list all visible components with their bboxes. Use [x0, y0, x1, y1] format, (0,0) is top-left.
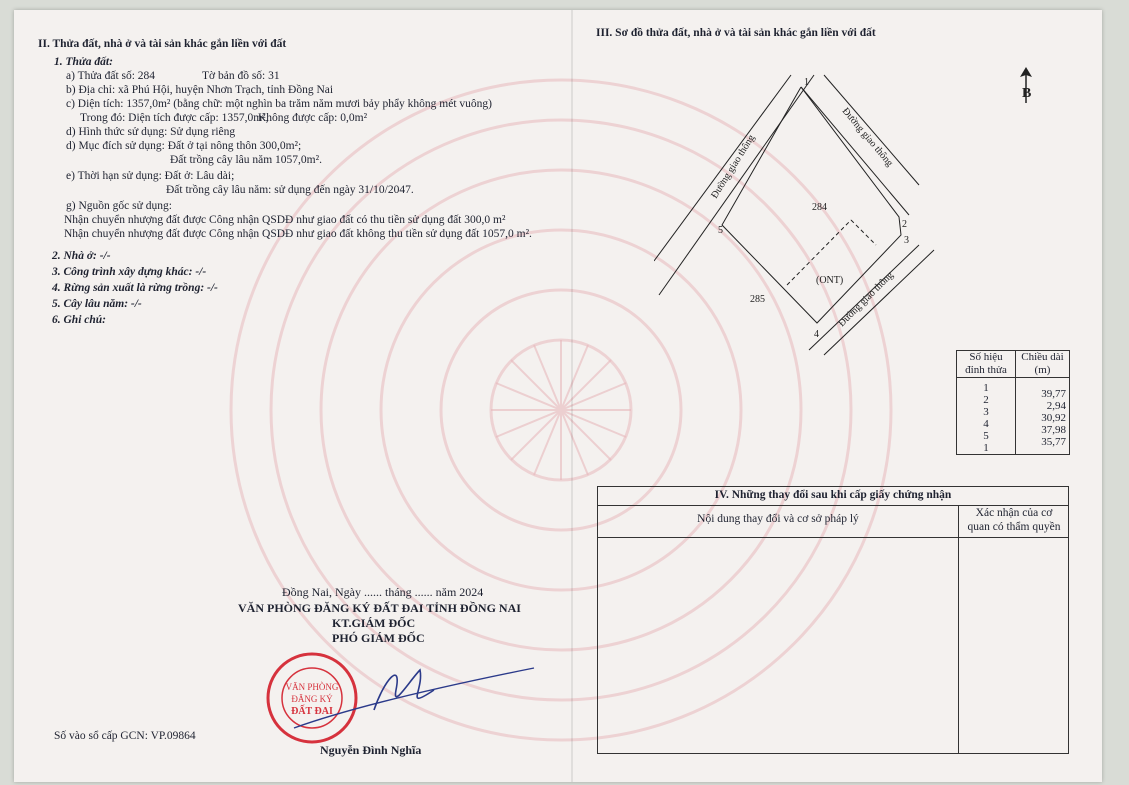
svg-text:B: B — [1022, 86, 1032, 101]
parcel-diagram — [654, 65, 1094, 365]
road-label-bottom: Đường giao thông — [836, 269, 896, 330]
signer-name: Nguyễn Đình Nghĩa — [320, 743, 422, 757]
ont-label: (ONT) — [816, 275, 844, 286]
usage-purpose-line: d) Mục đích sử dụng: Đất ở tại nông thôn 300,0m²; — [66, 140, 302, 152]
origin-detail-1: Nhận chuyển nhượng đất được Công nhận QSDĐ như giao đất có thu tiền sử dụng đất 300,0 m² — [64, 214, 506, 226]
land-parcel-subheading: 1. Thửa đất: — [54, 56, 113, 68]
usage-form-line: d) Hình thức sử dụng: Sử dụng riêng — [66, 126, 236, 138]
issuing-office: VĂN PHÒNG ĐĂNG KÝ ĐẤT ĐAI TỈNH ĐỒNG NAI — [238, 601, 521, 615]
road-label-right: Đường giao thông — [839, 105, 896, 169]
area-not-granted-line: Không được cấp: 0,0m² — [258, 112, 368, 124]
parcel-285-label: 285 — [750, 294, 765, 305]
svg-text:ĐẤT ĐAI: ĐẤT ĐAI — [291, 706, 333, 717]
north-arrow-icon — [1014, 65, 1044, 105]
changes-col-confirm-2: quan có thẩm quyền — [967, 521, 1061, 533]
changes-col-content: Nội dung thay đổi và cơ sở pháp lý — [697, 513, 859, 525]
changes-col-confirm-1: Xác nhận của cơ — [975, 507, 1053, 519]
address-line: b) Địa chỉ: xã Phú Hội, huyện Nhơn Trạch, tỉnh Đồng Nai — [66, 84, 334, 96]
perennial-line: 5. Cây lâu năm: -/- — [52, 298, 142, 310]
vertex-1: 1 — [804, 77, 809, 88]
page-fold — [571, 10, 573, 782]
section-iv-heading: IV. Những thay đổi sau khi cấp giấy chứng nhận — [714, 489, 952, 501]
construction-line: 3. Công trình xây dựng khác: -/- — [52, 266, 207, 278]
notes-line: 6. Ghi chú: — [52, 314, 106, 326]
usage-purpose-line-2: Đất trồng cây lâu năm 1057,0m². — [170, 154, 322, 166]
date-line: Đồng Nai, Ngày ...... tháng ...... năm 2024 — [282, 585, 484, 599]
house-line: 2. Nhà ở: -/- — [52, 250, 111, 262]
parcel-number: a) Thửa đất số: 284 — [66, 70, 156, 82]
vertex-5: 5 — [718, 225, 723, 236]
vertex-3: 3 — [904, 235, 909, 246]
forest-line: 4. Rừng sản xuất là rừng trồng: -/- — [52, 282, 218, 294]
svg-text:VĂN PHÒNG: VĂN PHÒNG — [285, 682, 339, 692]
certificate-sheet — [14, 10, 1102, 782]
origin-detail-2: Nhận chuyển nhượng đất được Công nhận QSDĐ như giao đất không thu tiền sử dụng đất 1057,0 m². — [64, 228, 532, 240]
area-line: c) Diện tích: 1357,0m² (bằng chữ: một nghìn ba trăm năm mươi bảy phẩy không mét vuông) — [66, 98, 493, 110]
table-length-list: 39,77 2,94 30,92 37,98 35,77 — [1016, 378, 1070, 455]
area-granted-line: Trong đó: Diện tích được cấp: 1357,0m², — [80, 112, 269, 124]
table-header-length: Chiều dài (m) — [1016, 351, 1070, 378]
section-iii-heading: III. Sơ đồ thửa đất, nhà ở và tài sản khác gắn liền với đất — [596, 27, 876, 39]
road-label-left: Đường giao thông — [709, 132, 758, 201]
section-ii-heading: II. Thửa đất, nhà ở và tài sản khác gắn liền với đất — [38, 38, 287, 50]
usage-term-line: e) Thời hạn sử dụng: Đất ở: Lâu dài; — [66, 170, 235, 182]
usage-term-line-2: Đất trồng cây lâu năm: sử dụng đến ngày 31/10/2047. — [166, 184, 414, 196]
edge-length-table — [956, 350, 1070, 455]
changes-table — [597, 486, 1069, 754]
map-sheet-number: Tờ bản đồ số: 31 — [202, 70, 280, 82]
parcel-284-label: 284 — [812, 202, 827, 213]
registry-number: Số vào sổ cấp GCN: VP.09864 — [54, 730, 196, 742]
table-vertex-list: 1 2 3 4 5 1 — [957, 378, 1016, 455]
signer-role-2: PHÓ GIÁM ĐỐC — [332, 631, 425, 645]
signer-role-1: KT.GIÁM ĐỐC — [332, 616, 416, 630]
origin-line: g) Nguồn gốc sử dụng: — [66, 200, 172, 212]
director-signature — [284, 650, 544, 740]
vertex-4: 4 — [814, 329, 819, 340]
table-header-vertex: Số hiệu đỉnh thửa — [957, 351, 1016, 378]
vertex-2: 2 — [902, 219, 907, 230]
svg-text:ĐĂNG KÝ: ĐĂNG KÝ — [291, 694, 333, 704]
